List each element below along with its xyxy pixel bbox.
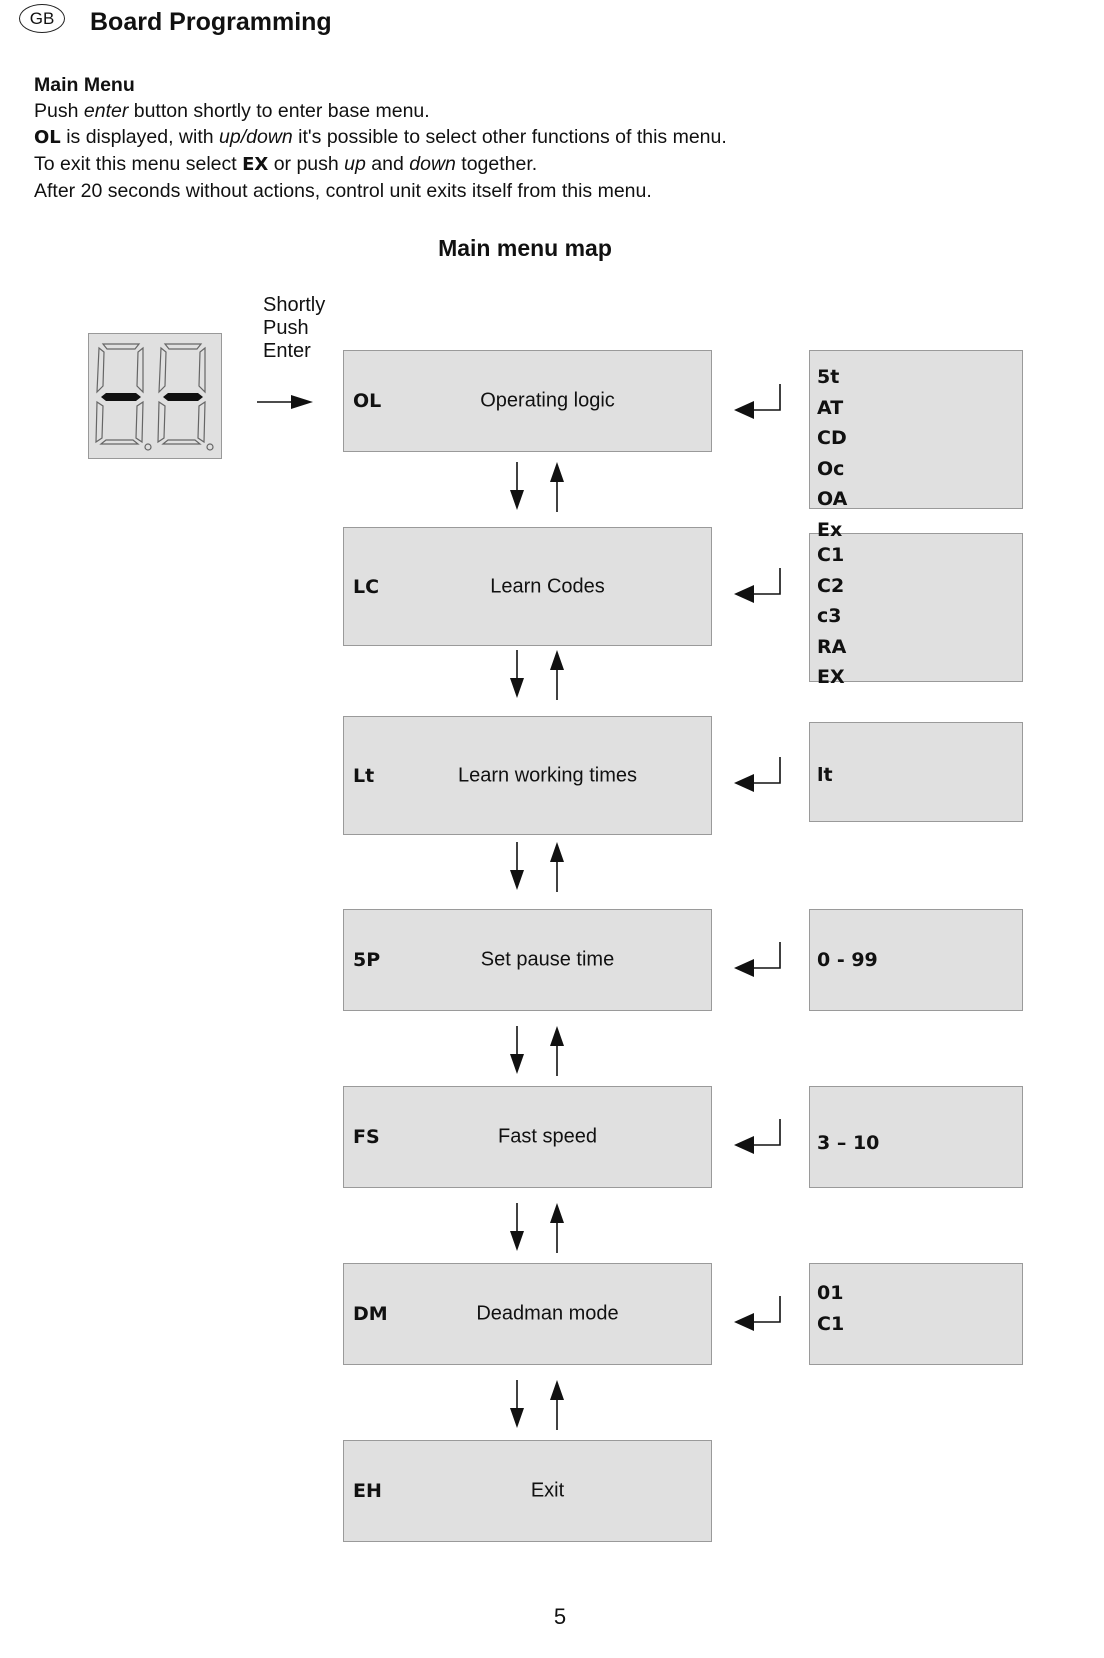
menu-label: Set pause time [480,948,615,971]
intro-line-2 [34,124,727,151]
seven-segment-icon [89,334,221,458]
menu-label: Deadman mode [476,1302,619,1325]
intro-line-3 [34,151,727,178]
return-arrow-icon [732,1294,784,1338]
menu-label: Exit [530,1479,565,1502]
return-arrow-icon [732,755,784,799]
return-arrow-icon [732,1117,784,1161]
menu-label: Operating logic [480,389,615,412]
menu-item-exit [343,1440,712,1542]
menu-item-learn-working-times [343,716,712,835]
option-value: EX [817,666,845,688]
up-down-arrows-icon [500,1022,570,1080]
option-value: Ex [817,518,843,541]
menu-code: Lt [353,764,375,787]
option-value: C1 [817,1312,845,1335]
option-value: Oc [817,457,845,480]
text: is displayed, with [60,126,220,148]
code-text: OL [34,127,61,148]
up-down-arrows-icon [500,646,570,704]
intro-line-1 [34,98,727,124]
emphasis: enter [83,100,129,122]
option-value: C1 [817,544,845,566]
option-value: AT [817,396,844,419]
intro-line-4: After 20 seconds without actions, control unit exits itself from this menu. [34,180,652,202]
menu-code: LC [353,575,380,598]
up-down-arrows-icon [500,1376,570,1434]
text: together. [455,153,538,175]
menu-code: DM [353,1303,388,1325]
text: Push [34,100,84,122]
menu-code: OL [353,390,382,412]
option-value: CD [817,427,847,449]
text: or push [268,153,345,175]
menu-item-set-pause-time [343,909,712,1011]
right-arrow-icon [255,392,315,412]
option-value: C2 [817,574,845,597]
option-value: 01 [817,1282,844,1304]
code-text: EX [242,154,269,175]
menu-item-fast-speed [343,1086,712,1188]
start-note-line: Push [263,317,309,339]
option-value: c3 [817,605,842,627]
option-list [817,362,1031,545]
options-box-learn-working-times [809,722,1023,822]
up-down-arrows-icon [500,838,570,896]
option-value: RA [817,635,847,658]
section-heading: Main Menu [34,74,135,96]
start-note-line: Shortly [263,294,326,316]
seven-segment-display [88,333,222,459]
page-number: 5 [553,1604,567,1629]
options-list-deadman-mode [817,1278,844,1339]
emphasis: up/down [219,126,293,148]
menu-item-deadman-mode [343,1263,712,1365]
menu-code: FS [353,1126,380,1148]
menu-label: Learn Codes [490,575,605,597]
menu-item-operating-logic [343,350,712,452]
menu-code: 5P [353,949,381,971]
language-badge: GB [19,4,65,33]
text: it's possible to select other functions of this menu. [292,126,727,148]
start-note [263,294,325,363]
intro-text [34,72,727,204]
map-title: Main menu map [438,235,612,261]
page-title: Board Programming [90,8,332,36]
option-value: 3 – 10 [817,1132,880,1154]
return-arrow-icon [732,940,784,984]
emphasis: down [409,153,456,175]
option-value: 0 - 99 [817,949,878,971]
return-arrow-icon [732,382,784,426]
up-down-arrows-icon [500,1199,570,1257]
options-list-operating-logic [809,362,1023,545]
emphasis: up [344,153,366,175]
text: and [365,153,410,175]
menu-item-learn-codes [343,527,712,646]
option-value: lt [817,764,833,786]
text: button shortly to enter base menu. [128,100,430,122]
start-note-line: Enter [263,340,311,362]
text: To exit this menu select [34,153,243,175]
options-list-learn-codes [809,540,1023,693]
up-down-arrows-icon [500,458,570,516]
return-arrow-icon [732,566,784,610]
option-list [817,540,1031,693]
option-value: OA [817,488,848,510]
menu-label: Learn working times [458,764,637,786]
menu-label: Fast speed [498,1125,597,1148]
menu-code: EH [353,1480,382,1502]
option-value: 5t [817,366,840,388]
